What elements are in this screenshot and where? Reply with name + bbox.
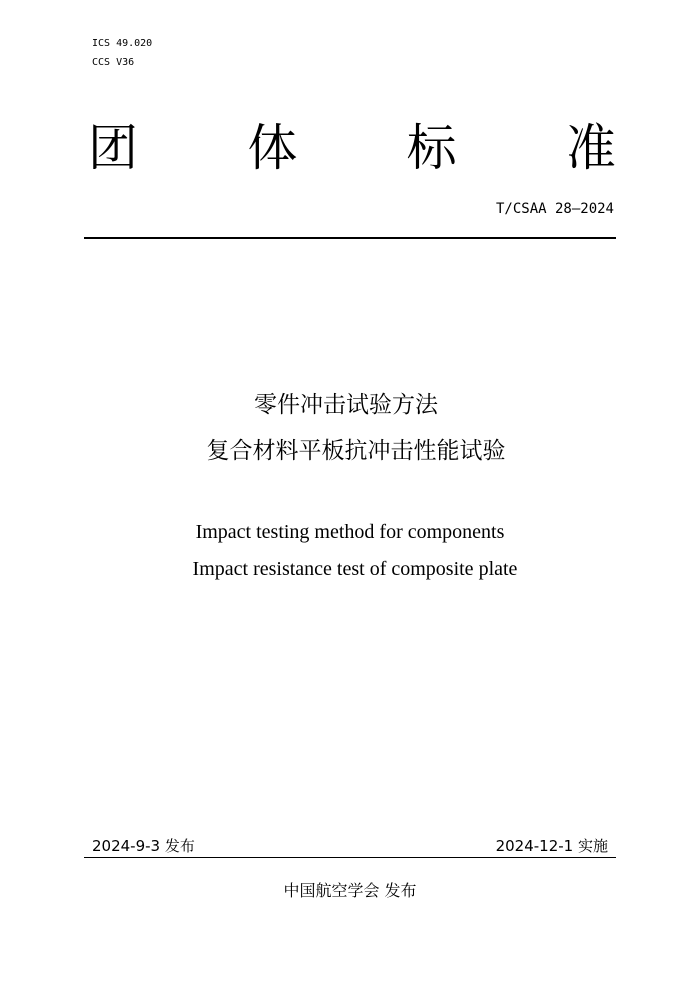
chinese-title-line-1: 零件冲击试验方法 <box>254 392 438 418</box>
publisher: 中国航空学会 发布 <box>283 881 417 900</box>
ccs-code: CCS V36 <box>92 57 135 68</box>
classification-codes <box>92 34 152 72</box>
document-type-title <box>88 118 616 178</box>
english-title-line-2: Impact resistance test of composite plate <box>192 558 518 580</box>
implementation-date: 2024-12-1 实施 <box>495 837 608 855</box>
title-char: 标 <box>406 119 457 177</box>
chinese-title-line-2: 复合材料平板抗冲击性能试验 <box>206 438 506 464</box>
top-divider <box>84 237 616 239</box>
issue-date: 2024-9-3 发布 <box>92 837 195 855</box>
standard-number: T/CSAA 28—2024 <box>495 201 614 217</box>
title-char: 准 <box>565 119 616 177</box>
title-char: 团 <box>88 119 138 177</box>
english-title-line-1: Impact testing method for components <box>195 521 505 543</box>
ics-code: ICS 49.020 <box>92 38 153 49</box>
bottom-divider <box>84 857 616 858</box>
title-char: 体 <box>247 119 298 177</box>
